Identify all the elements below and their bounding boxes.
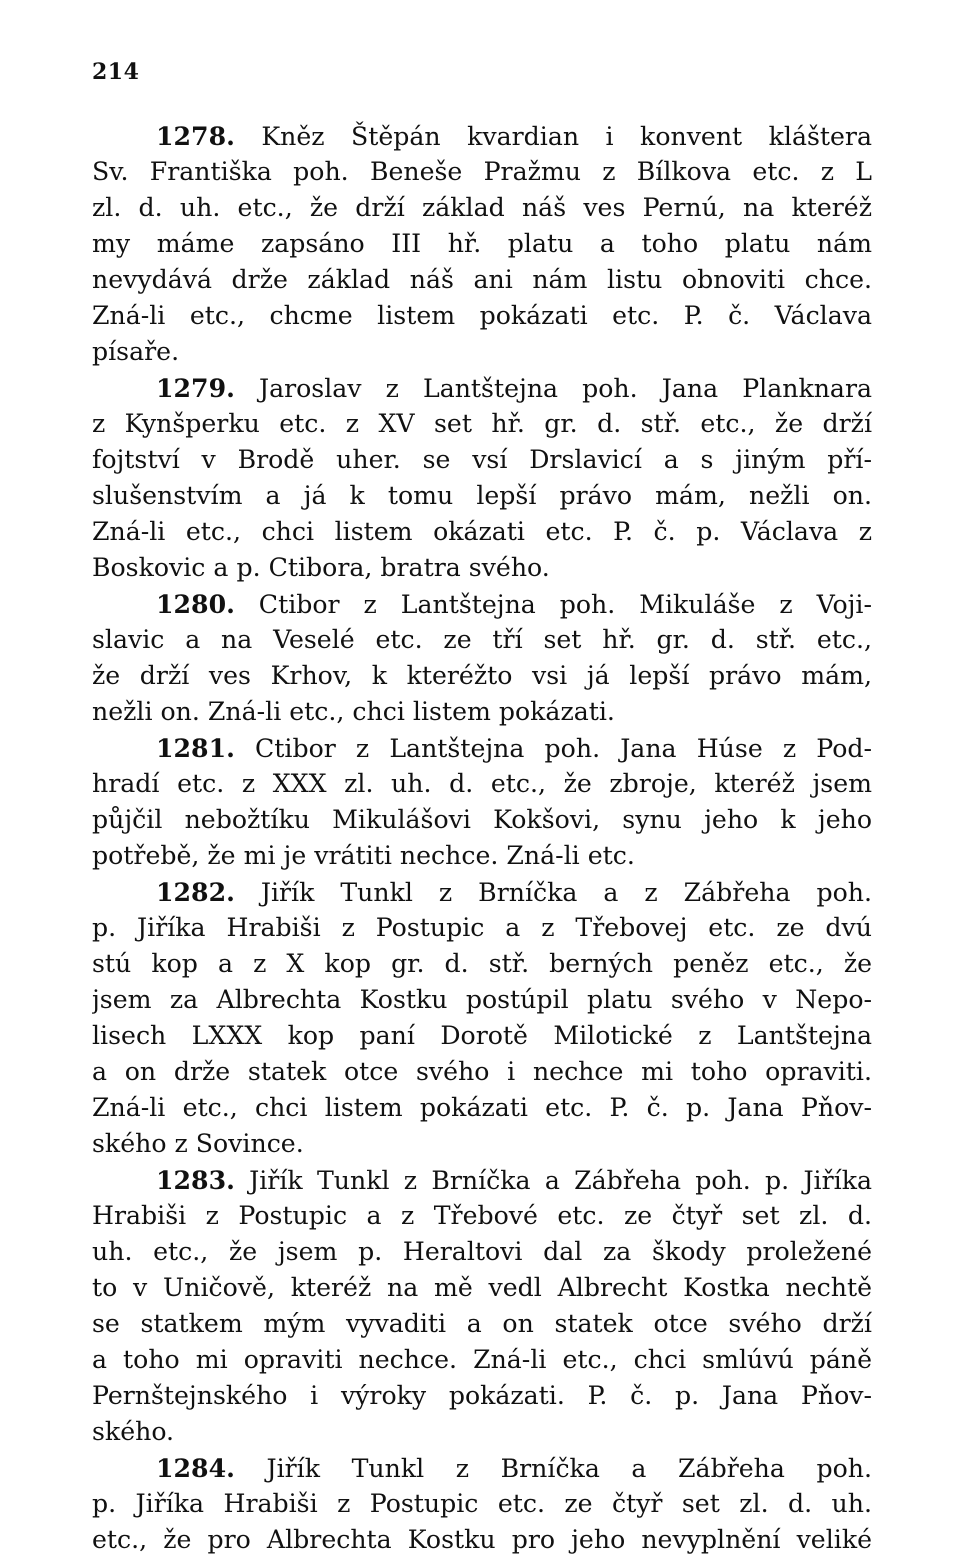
line-text: lisech LXXX kop paní Dorotě Milotické z Lantštejna xyxy=(92,1021,872,1050)
text-line xyxy=(92,514,872,550)
text-line xyxy=(92,1414,872,1450)
text-line xyxy=(92,838,872,874)
text-line xyxy=(92,622,872,658)
text-line xyxy=(92,802,872,838)
text-line xyxy=(92,1198,872,1234)
line-text: stú kop a z X kop gr. d. stř. berných peněz etc., že xyxy=(92,949,872,978)
text-line xyxy=(92,1054,872,1090)
text-line xyxy=(92,1162,872,1198)
line-text: Jaroslav z Lantštejna poh. Jana Planknara xyxy=(234,374,872,403)
text-line xyxy=(92,730,872,766)
line-text: hradí etc. z XXX zl. uh. d. etc., že zbroje, kteréž jsem xyxy=(92,769,872,798)
text-line xyxy=(92,1486,872,1522)
text-line xyxy=(92,478,872,514)
text-line xyxy=(92,1342,872,1378)
line-text: Jiřík Tunkl z Brníčka a Zábřeha poh. xyxy=(234,1454,872,1483)
entry-number: 1280. xyxy=(156,589,235,619)
body-text xyxy=(92,118,872,1558)
text-line xyxy=(92,406,872,442)
line-text: písaře. xyxy=(92,337,180,366)
entry-number: 1281. xyxy=(156,733,235,763)
line-text: to v Uničově, kteréž na mě vedl Albrecht Kostka nechtě xyxy=(92,1273,872,1302)
line-text: Pernštejnského i výroky pokázati. P. č. p. Jana Pňov- xyxy=(92,1381,872,1410)
line-text: Jiřík Tunkl z Brníčka a Zábřeha poh. p. Jiříka xyxy=(234,1166,872,1195)
line-text: Zná-li etc., chci listem pokázati etc. P. č. p. Jana Pňov- xyxy=(92,1093,872,1122)
text-line xyxy=(92,154,872,190)
line-text: Ctibor z Lantštejna poh. Mikuláše z Voji- xyxy=(234,590,872,619)
line-text: Ctibor z Lantštejna poh. Jana Húse z Pod- xyxy=(234,734,872,763)
text-line xyxy=(92,1090,872,1126)
entry-number: 1282. xyxy=(156,877,235,907)
entry-number: 1279. xyxy=(156,373,235,403)
text-line xyxy=(92,1306,872,1342)
line-text: se statkem mým vyvaditi a on statek otce svého drží xyxy=(92,1309,872,1338)
line-text: fojtství v Brodě uher. se vsí Drslavicí a s jiným pří- xyxy=(92,445,872,474)
text-line xyxy=(92,1018,872,1054)
text-line xyxy=(92,874,872,910)
line-text: ského z Sovince. xyxy=(92,1129,304,1158)
text-line xyxy=(92,118,872,154)
text-line xyxy=(92,586,872,622)
line-text: Zná-li etc., chcme listem pokázati etc. P. č. Václava xyxy=(92,301,872,330)
line-text: Zná-li etc., chci listem okázati etc. P. č. p. Václava z xyxy=(92,517,872,546)
page-number: 214 xyxy=(92,59,140,85)
text-line xyxy=(92,550,872,586)
line-text: slavic a na Veselé etc. ze tří set hř. gr. d. stř. etc., xyxy=(92,625,872,654)
line-text: Boskovic a p. Ctibora, bratra svého. xyxy=(92,553,550,582)
line-text: Kněz Štěpán kvardian i konvent kláštera xyxy=(234,122,872,151)
line-text: půjčil nebožtíku Mikulášovi Kokšovi, synu jeho k jeho xyxy=(92,805,872,834)
text-line xyxy=(92,766,872,802)
text-line xyxy=(92,1126,872,1162)
text-line xyxy=(92,946,872,982)
text-line xyxy=(92,370,872,406)
entry-number: 1284. xyxy=(156,1453,235,1483)
line-text: p. Jiříka Hrabiši z Postupic a z Třebovej etc. ze dvú xyxy=(92,913,872,942)
text-line xyxy=(92,910,872,946)
line-text: a toho mi opraviti nechce. Zná-li etc., chci smlúvú páně xyxy=(92,1345,872,1374)
line-text: Hrabiši z Postupic a z Třebové etc. ze čtyř set zl. d. xyxy=(92,1201,872,1230)
line-text: z Kynšperku etc. z XV set hř. gr. d. stř. etc., že drží xyxy=(92,409,872,438)
text-line xyxy=(92,298,872,334)
line-text: že drží ves Krhov, k kteréžto vsi já lepší právo mám, xyxy=(92,661,872,690)
text-line xyxy=(92,334,872,370)
line-text: nežli on. Zná-li etc., chci listem pokázati. xyxy=(92,697,615,726)
line-text: potřebě, že mi je vrátiti nechce. Zná-li etc. xyxy=(92,841,635,870)
text-line xyxy=(92,1378,872,1414)
line-text: a on drže statek otce svého i nechce mi toho opraviti. xyxy=(92,1057,872,1086)
text-line xyxy=(92,982,872,1018)
entry-number: 1278. xyxy=(156,121,235,151)
text-line xyxy=(92,262,872,298)
text-line xyxy=(92,1270,872,1306)
text-line xyxy=(92,1234,872,1270)
text-line xyxy=(92,658,872,694)
line-text: zl. d. uh. etc., že drží základ náš ves Pernú, na kteréž xyxy=(92,193,872,222)
text-line xyxy=(92,694,872,730)
text-line xyxy=(92,226,872,262)
line-text: nevydává drže základ náš ani nám listu obnoviti chce. xyxy=(92,265,872,294)
text-line xyxy=(92,1450,872,1486)
text-line xyxy=(92,190,872,226)
line-text: etc., že pro Albrechta Kostku pro jeho nevyplnění veliké xyxy=(92,1525,872,1554)
entry-number: 1283. xyxy=(156,1165,235,1195)
line-text: my máme zapsáno III hř. platu a toho platu nám xyxy=(92,229,872,258)
text-line xyxy=(92,1522,872,1558)
line-text: Jiřík Tunkl z Brníčka a z Zábřeha poh. xyxy=(234,878,872,907)
line-text: p. Jiříka Hrabiši z Postupic etc. ze čtyř set zl. d. uh. xyxy=(92,1489,872,1518)
line-text: slušenstvím a já k tomu lepší právo mám, nežli on. xyxy=(92,481,872,510)
line-text: ského. xyxy=(92,1417,175,1446)
line-text: uh. etc., že jsem p. Heraltovi dal za škody proležené xyxy=(92,1237,872,1266)
line-text: jsem za Albrechta Kostku postúpil platu svého v Nepo- xyxy=(92,985,872,1014)
text-line xyxy=(92,442,872,478)
line-text: Sv. Františka poh. Beneše Pražmu z Bílkova etc. z L xyxy=(92,157,872,186)
